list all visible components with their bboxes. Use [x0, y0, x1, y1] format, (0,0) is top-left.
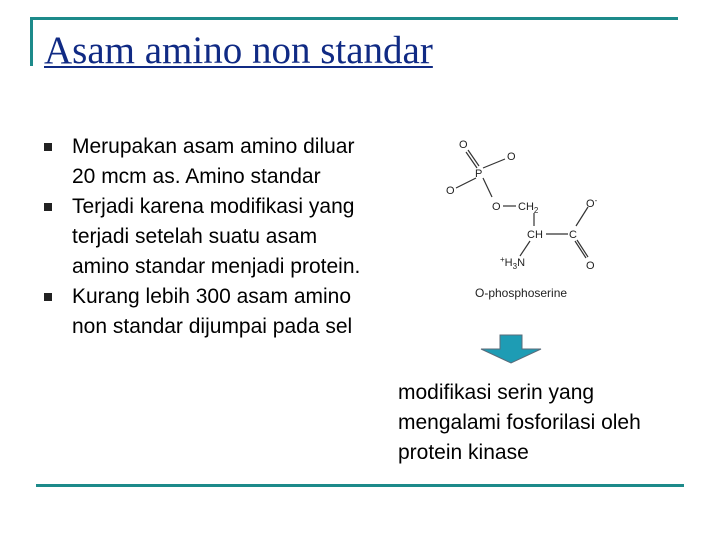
group-ch2-text: CH — [518, 201, 534, 213]
amine-h-text: H — [504, 257, 513, 269]
amine-n-text: N — [517, 257, 526, 269]
frame-line-top — [30, 17, 678, 20]
amine-label — [500, 255, 525, 271]
slide-title: Asam amino non standar — [44, 29, 433, 72]
structure-labels — [446, 139, 598, 272]
atom-o-minus-text: O — [586, 198, 595, 210]
plus-sign: + — [500, 255, 505, 264]
frame-line-bottom — [36, 484, 684, 487]
atom-o3-label: O — [446, 185, 455, 197]
frame-line-left — [30, 18, 33, 66]
arrow-caption: modifikasi serin yang mengalami fosforilasi oleh protein kinase — [398, 381, 641, 464]
square-bullet-icon — [44, 293, 52, 301]
group-ch2-label — [518, 201, 539, 215]
atom-o2-label: O — [507, 151, 516, 163]
bullet-list — [44, 132, 364, 342]
atom-o1-label: O — [459, 139, 468, 151]
bullet-text: Kurang lebih 300 asam amino non standar dijumpai pada sel — [72, 285, 353, 338]
atom-p-label: P — [475, 168, 483, 180]
down-arrow-icon — [478, 334, 544, 364]
subscript-3: 3 — [512, 262, 518, 271]
bullet-text: Merupakan asam amino diluar 20 mcm as. Amino standar — [72, 135, 355, 188]
atom-o-carbonyl-label: O — [586, 260, 595, 272]
bullet-item — [44, 192, 364, 282]
atom-o-link-label: O — [492, 201, 501, 213]
bullet-item — [44, 132, 364, 192]
bullet-text: Terjadi karena modifikasi yang terjadi setelah suatu asam amino standar menjadi protein. — [72, 195, 361, 278]
square-bullet-icon — [44, 143, 52, 151]
atom-c-label: C — [569, 229, 577, 241]
subscript-2: 2 — [533, 206, 539, 215]
structure-name: O-phosphoserine — [475, 286, 568, 300]
atom-o-minus-label — [586, 196, 598, 210]
phosphoserine-structure — [425, 130, 625, 310]
bullet-item — [44, 282, 364, 342]
minus-sign: - — [594, 196, 598, 205]
square-bullet-icon — [44, 203, 52, 211]
group-ch-label: CH — [527, 229, 543, 241]
